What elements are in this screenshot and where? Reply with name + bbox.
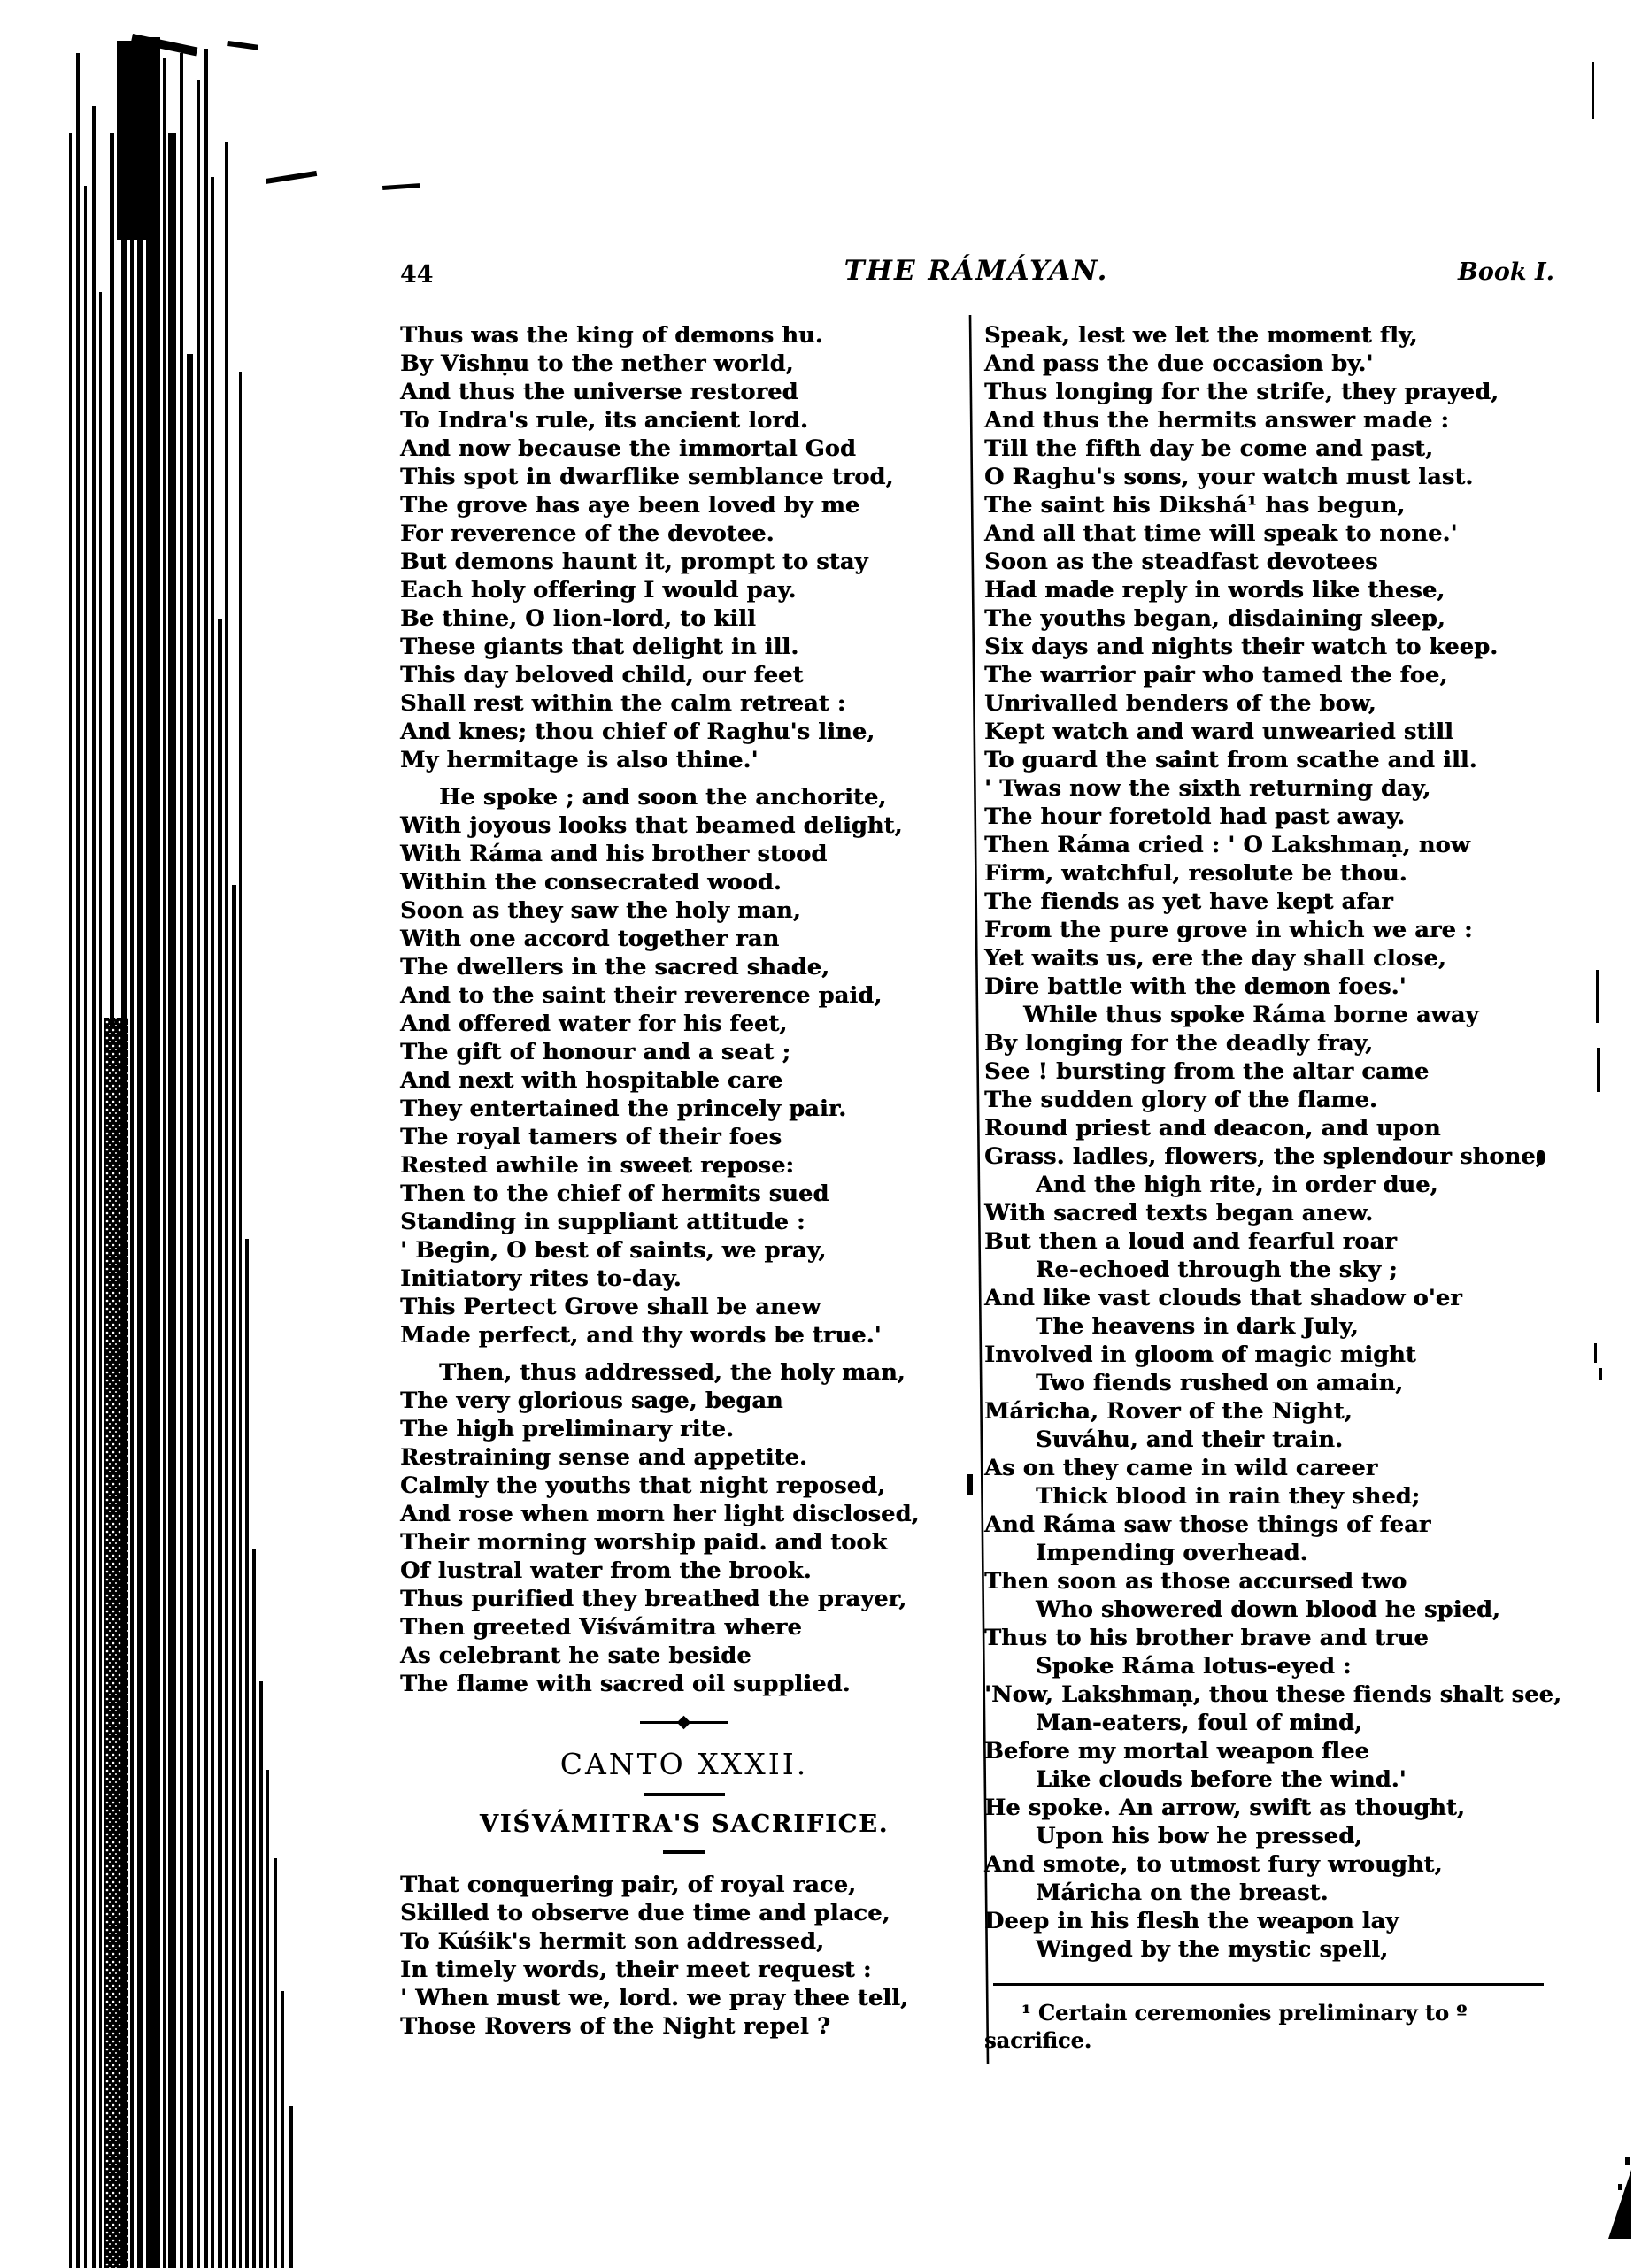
poem-line: Soon as the steadfast devotees xyxy=(984,549,1378,575)
poem-line: Firm, watchful, resolute be thou. xyxy=(984,860,1407,887)
poem-line: Till the fifth day be come and past, xyxy=(984,435,1434,462)
footnote xyxy=(984,1999,1553,2054)
poem-line: Upon his bow he pressed, xyxy=(1036,1823,1363,1849)
subheading-rule xyxy=(663,1850,705,1854)
poem-line: That conquering pair, of royal race, xyxy=(400,1872,857,1898)
stanza xyxy=(400,783,968,1349)
poem-line: Thick blood in rain they shed; xyxy=(1036,1483,1421,1510)
poem-line: Six days and nights their watch to keep. xyxy=(984,634,1499,660)
poem-line: The gift of honour and a seat ; xyxy=(400,1039,791,1065)
section-divider-rule xyxy=(640,1721,728,1724)
poem-line: Involved in gloom of magic might xyxy=(984,1342,1416,1368)
stanza xyxy=(400,1358,968,1698)
poem-line: Unrivalled benders of the bow, xyxy=(984,690,1376,717)
left-column xyxy=(400,321,968,2041)
poem-line: He spoke. An arrow, swift as thought, xyxy=(984,1795,1465,1821)
footnote-line: ¹ Certain ceremonies preliminary to º xyxy=(1021,2000,1468,2026)
poem-line: Yet waits us, ere the day shall close, xyxy=(984,945,1446,972)
poem-line: And rose when morn her light disclosed, xyxy=(400,1501,920,1527)
poem-line: As celebrant he sate beside xyxy=(400,1642,751,1669)
poem-line: Then soon as those accursed two xyxy=(984,1568,1407,1595)
poem-line: And like vast clouds that shadow o'er xyxy=(984,1285,1462,1311)
page-number: 44 xyxy=(400,261,434,288)
poem-line: And offered water for his feet, xyxy=(400,1011,788,1037)
poem-line: And knes; thou chief of Raghu's line, xyxy=(400,719,875,745)
poem-line: Before my mortal weapon flee xyxy=(984,1738,1369,1764)
poem-line: The heavens in dark July, xyxy=(1036,1313,1359,1340)
poem-line: The saint his Dikshá¹ has begun, xyxy=(984,492,1406,519)
poem-line: With Ráma and his brother stood xyxy=(400,841,828,867)
poem-line: This Pertect Grove shall be anew xyxy=(400,1294,821,1320)
poem-line: Those Rovers of the Night repel ? xyxy=(400,2013,831,2040)
poem-line: Like clouds before the wind.' xyxy=(1036,1766,1407,1793)
poem-line: Then Ráma cried : ' O Lakshmaṇ, now xyxy=(984,832,1470,858)
poem-line: Máricha, Rover of the Night, xyxy=(984,1398,1353,1425)
gutter-streaks xyxy=(69,34,420,2268)
poem-line: The flame with sacred oil supplied. xyxy=(400,1671,851,1697)
poem-line: Re-echoed through the sky ; xyxy=(1036,1257,1398,1283)
poem-line: The very glorious sage, began xyxy=(400,1388,783,1414)
poem-line: ' When must we, lord. we pray thee tell, xyxy=(400,1985,909,2011)
poem-line: And Ráma saw those things of fear xyxy=(984,1511,1431,1538)
poem-line: These giants that delight in ill. xyxy=(400,634,799,660)
poem-line: Round priest and deacon, and upon xyxy=(984,1115,1441,1142)
canto-heading: CANTO XXXII. xyxy=(559,1747,809,1781)
poem-line: The warrior pair who tamed the foe, xyxy=(984,662,1448,688)
poem-line: Restraining sense and appetite. xyxy=(400,1444,807,1471)
poem-line: Of lustral water from the brook. xyxy=(400,1557,812,1584)
poem-line: Calmly the youths that night reposed, xyxy=(400,1472,886,1499)
poem-line: He spoke ; and soon the anchorite, xyxy=(439,784,887,811)
canto-rule xyxy=(644,1793,725,1796)
poem-line: The sudden glory of the flame. xyxy=(984,1087,1378,1113)
poem-line: Thus to his brother brave and true xyxy=(984,1625,1429,1651)
poem-line: And to the saint their reverence paid, xyxy=(400,982,883,1009)
poem-line: Two fiends rushed on amain, xyxy=(1036,1370,1404,1396)
poem-line: And smote, to utmost fury wrought, xyxy=(984,1851,1443,1878)
poem-line: Impending overhead. xyxy=(1036,1540,1308,1566)
poem-line: Within the consecrated wood. xyxy=(400,869,782,896)
poem-line: With joyous looks that beamed delight, xyxy=(400,812,903,839)
poem-line: Soon as they saw the holy man, xyxy=(400,897,801,924)
poem-line: Grass. ladles, flowers, the splendour shone, xyxy=(984,1143,1544,1170)
poem-line: Speak, lest we let the moment fly, xyxy=(984,322,1418,349)
poem-line: Máricha on the breast. xyxy=(1036,1880,1329,1906)
poem-line: From the pure grove in which we are : xyxy=(984,917,1473,943)
poem-line: Spoke Ráma lotus-eyed : xyxy=(1036,1653,1352,1680)
stanza xyxy=(400,1871,968,2041)
poem-line: Rested awhile in sweet repose: xyxy=(400,1152,794,1179)
canto-subheading: VIŚVÁMITRA'S SACRIFICE. xyxy=(479,1811,890,1838)
footnote-line: sacrifice. xyxy=(984,2027,1092,2053)
poem-line: Then, thus addressed, the holy man, xyxy=(439,1359,906,1386)
poem-line: Who showered down blood he spied, xyxy=(1036,1596,1501,1623)
poem-line: The hour foretold had past away. xyxy=(984,803,1406,830)
poem-line: The grove has aye been loved by me xyxy=(400,492,860,519)
poem-line: The royal tamers of their foes xyxy=(400,1124,782,1150)
poem-line: The dwellers in the sacred shade, xyxy=(400,954,830,980)
poem-line: Suváhu, and their train. xyxy=(1036,1426,1344,1453)
poem-line: Dire battle with the demon foes.' xyxy=(984,973,1407,1000)
poem-line: And all that time will speak to none.' xyxy=(984,520,1458,547)
poem-line: Thus longing for the strife, they prayed, xyxy=(984,379,1499,405)
poem-line: With sacred texts began anew. xyxy=(984,1200,1374,1226)
poem-line: For reverence of the devotee. xyxy=(400,520,775,547)
poem-line: To guard the saint from scathe and ill. xyxy=(984,747,1477,773)
poem-line: The fiends as yet have kept afar xyxy=(984,888,1393,915)
poem-line: Standing in suppliant attitude : xyxy=(400,1209,805,1235)
poem-line: And now because the immortal God xyxy=(400,435,856,462)
poem-line: ' Twas now the sixth returning day, xyxy=(984,775,1431,802)
poem-line: The youths began, disdaining sleep, xyxy=(984,605,1445,632)
poem-line: And thus the hermits answer made : xyxy=(984,407,1449,434)
poem-line: Shall rest within the calm retreat : xyxy=(400,690,846,717)
poem-line: Deep in his flesh the weapon lay xyxy=(984,1908,1399,1934)
book-label: Book I. xyxy=(1458,258,1554,286)
poem-line: Man-eaters, foul of mind, xyxy=(1036,1710,1363,1736)
poem-line: See ! bursting from the altar came xyxy=(984,1058,1430,1085)
poem-line: As on they came in wild career xyxy=(984,1455,1378,1481)
poem-line: ' Begin, O best of saints, we pray, xyxy=(400,1237,827,1264)
poem-line: Kept watch and ward unwearied still xyxy=(984,719,1453,745)
poem-line: The high preliminary rite. xyxy=(400,1416,735,1442)
footnote-rule xyxy=(993,1983,1544,1986)
poem-line: This spot in dwarflike semblance trod, xyxy=(400,464,894,490)
poem-line: 'Now, Lakshmaṇ, thou these fiends shalt see, xyxy=(984,1681,1562,1708)
poem-line: My hermitage is also thine.' xyxy=(400,747,759,773)
poem-line: By Vishṇu to the nether world, xyxy=(400,350,794,377)
right-column xyxy=(984,321,1562,2054)
poem-line: Made perfect, and thy words be true.' xyxy=(400,1322,882,1349)
poem-line: And the high rite, in order due, xyxy=(1036,1172,1438,1198)
poem-line: And next with hospitable care xyxy=(400,1067,783,1094)
poem-line: O Raghu's sons, your watch must last. xyxy=(984,464,1474,490)
poem-line: Be thine, O lion-lord, to kill xyxy=(400,605,756,632)
poem-line: Initiatory rites to-day. xyxy=(400,1265,682,1292)
poem-line: With one accord together ran xyxy=(400,926,780,952)
stanza xyxy=(400,321,968,774)
poem-line: Skilled to observe due time and place, xyxy=(400,1900,890,1926)
poem-line: Had made reply in words like these, xyxy=(984,577,1445,604)
poem-line: They entertained the princely pair. xyxy=(400,1096,847,1122)
poem-line: But then a loud and fearful roar xyxy=(984,1228,1397,1255)
poem-line: And pass the due occasion by.' xyxy=(984,350,1374,377)
poem-line: Then to the chief of hermits sued xyxy=(400,1180,829,1207)
poem-line: This day beloved child, our feet xyxy=(400,662,804,688)
running-title: THE RÁMÁYAN. xyxy=(844,255,1109,287)
poem-line: Thus purified they breathed the prayer, xyxy=(400,1586,907,1612)
poem-line: To Kúśik's hermit son addressed, xyxy=(400,1928,825,1955)
poem-line: Their morning worship paid. and took xyxy=(400,1529,888,1556)
poem-line: In timely words, their meet request : xyxy=(400,1957,872,1983)
poem-line: Then greeted Viśvámitra where xyxy=(400,1614,802,1641)
poem-line: To Indra's rule, its ancient lord. xyxy=(400,407,808,434)
poem-line: While thus spoke Ráma borne away xyxy=(1023,1002,1479,1028)
poem-line: By longing for the deadly fray, xyxy=(984,1030,1374,1057)
poem-line: Thus was the king of demons hu. xyxy=(400,322,823,349)
poem-line: Each holy offering I would pay. xyxy=(400,577,797,604)
poem-line: But demons haunt it, prompt to stay xyxy=(400,549,868,575)
poem-line: And thus the universe restored xyxy=(400,379,798,405)
poem-line: Winged by the mystic spell, xyxy=(1036,1936,1389,1963)
stanza xyxy=(984,321,1562,1964)
